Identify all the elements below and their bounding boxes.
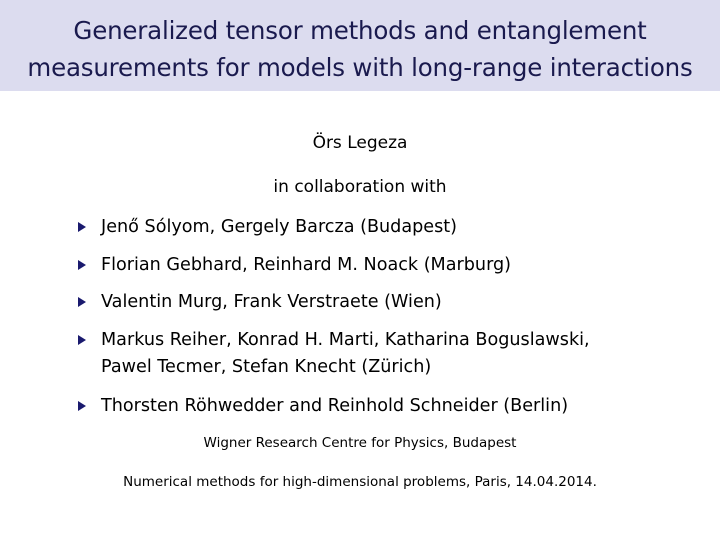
bullet-triangle-icon <box>78 335 86 345</box>
collaboration-intro: in collaboration with <box>273 177 447 197</box>
collaborator-text: Markus Reiher, Konrad H. Marti, Katharina Boguslawski, <box>101 330 590 350</box>
bullet-triangle-icon <box>78 222 86 232</box>
event-info: Numerical methods for high-dimensional problems, Paris, 14.04.2014. <box>123 474 597 490</box>
bullet-triangle-icon <box>78 297 86 307</box>
collaborator-text: Valentin Murg, Frank Verstraete (Wien) <box>101 292 442 312</box>
slide-title-line-2: measurements for models with long-range interactions <box>27 53 693 82</box>
collaborator-text: Thorsten Röhwedder and Reinhold Schneider (Berlin) <box>101 396 569 416</box>
collaborator-text-continued: Pawel Tecmer, Stefan Knecht (Zürich) <box>101 357 432 377</box>
bullet-triangle-icon <box>78 401 86 411</box>
bullet-triangle-icon <box>78 260 86 270</box>
slide-title-line-1: Generalized tensor methods and entanglement <box>73 16 647 45</box>
collaborator-text: Jenő Sólyom, Gergely Barcza (Budapest) <box>101 217 458 237</box>
collaborator-text: Florian Gebhard, Reinhard M. Noack (Marburg) <box>101 255 512 275</box>
institution: Wigner Research Centre for Physics, Budapest <box>203 435 517 451</box>
title-bar <box>0 0 720 91</box>
author-name: Örs Legeza <box>312 133 408 153</box>
